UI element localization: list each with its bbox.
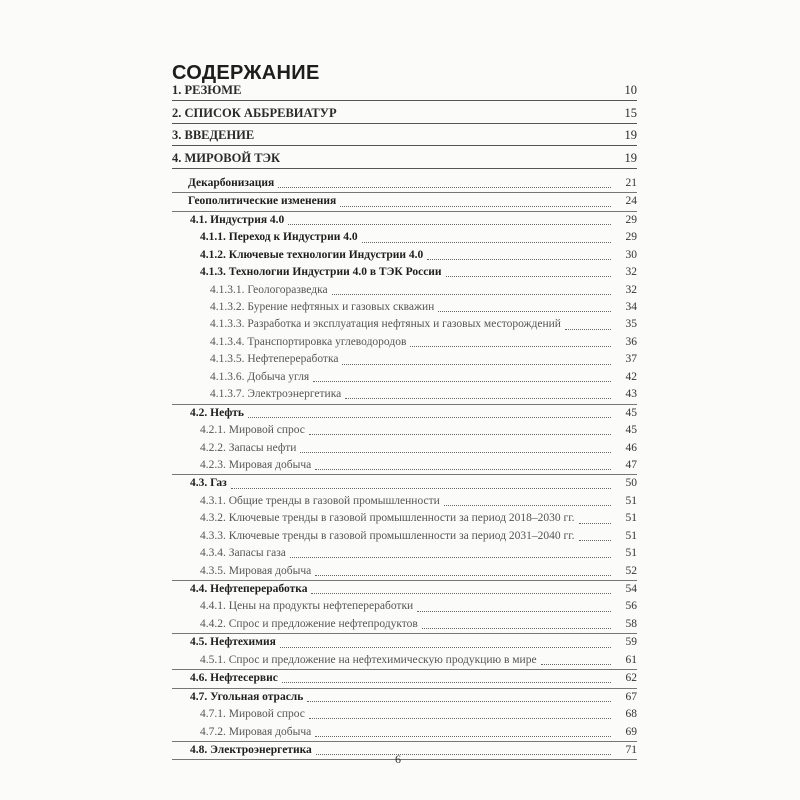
toc-entry-label: 4.3.4. Запасы газа [200, 547, 286, 560]
toc-entry[interactable] [172, 545, 637, 562]
toc-entry-page: 32 [625, 283, 637, 296]
toc-entry[interactable] [172, 422, 637, 439]
toc-entry-label: 4.1.3.4. Транспортировка углеводородов [210, 335, 407, 348]
toc-entry-label: 1. РЕЗЮМЕ [172, 83, 242, 97]
dot-leader [309, 434, 611, 435]
toc-top-entry[interactable] [172, 146, 637, 169]
toc-entry-label: 4.7. Угольная отрасль [190, 690, 304, 703]
toc-entry-page: 58 [625, 617, 637, 630]
toc-entry[interactable] [172, 634, 637, 651]
toc-entry-label: 4.7.1. Мировой спрос [200, 708, 305, 721]
toc-entry-page: 62 [625, 672, 637, 685]
toc-entry-page: 15 [624, 106, 637, 120]
toc-entry-page: 51 [625, 512, 637, 525]
toc-entry-label: 4.2. Нефть [190, 406, 245, 419]
toc-entry-page: 29 [625, 213, 637, 226]
dot-leader [332, 294, 611, 295]
dot-leader [313, 381, 611, 382]
toc-entry-page: 32 [625, 266, 637, 279]
dot-leader [278, 187, 611, 188]
toc-entry-label: 4.8. Электроэнергетика [190, 743, 312, 756]
dot-leader [579, 523, 611, 524]
toc-entry-label: 4.5. Нефтехимия [190, 636, 276, 649]
dot-leader [280, 647, 611, 648]
toc-entry[interactable] [172, 457, 637, 475]
toc-entry-page: 51 [625, 547, 637, 560]
dot-leader [362, 242, 611, 243]
dot-leader [410, 346, 611, 347]
page-number: 6 [395, 752, 401, 766]
toc-entry-page: 19 [624, 128, 637, 142]
toc-entry-page: 21 [625, 176, 637, 189]
toc-entry-label: 4.3.2. Ключевые тренды в газовой промышленности за период 2018–2030 гг. [200, 512, 575, 525]
toc-list [172, 175, 637, 760]
toc-entry[interactable] [172, 317, 637, 334]
toc-entry[interactable] [172, 689, 637, 706]
toc-entry-page: 59 [625, 636, 637, 649]
toc-entry-page: 68 [625, 708, 637, 721]
toc-entry-page: 67 [625, 690, 637, 703]
toc-entry-page: 29 [625, 231, 637, 244]
dot-leader [446, 276, 611, 277]
dot-leader [288, 224, 611, 225]
toc-entry-page: 10 [624, 83, 637, 97]
toc-entry-label: 4.1.1. Переход к Индустрии 4.0 [200, 231, 358, 244]
toc-entry-label: 4.3.3. Ключевые тренды в газовой промышленности за период 2031–2040 гг. [200, 529, 575, 542]
dot-leader [315, 469, 611, 470]
dot-leader [307, 701, 611, 702]
toc-entry-label: 4.3.5. Мировая добыча [200, 564, 312, 577]
toc-entry-label: 2. СПИСОК АББРЕВИАТУР [172, 106, 337, 120]
toc-entry-page: 52 [625, 564, 637, 577]
toc-entry-label: Геополитические изменения [188, 195, 337, 208]
toc-entry[interactable] [172, 282, 637, 299]
toc-entry[interactable] [172, 299, 637, 316]
dot-leader [231, 488, 611, 489]
dot-leader [345, 398, 611, 399]
toc-entry[interactable] [172, 229, 637, 246]
dot-leader [315, 575, 611, 576]
dot-leader [311, 593, 611, 594]
toc-entry-label: 4.6. Нефтесервис [190, 672, 278, 685]
toc-entry[interactable] [172, 212, 637, 229]
toc-entry[interactable] [172, 247, 637, 264]
dot-leader [444, 505, 611, 506]
dot-leader [340, 206, 611, 207]
toc-entry-page: 61 [625, 653, 637, 666]
toc-entry[interactable] [172, 724, 637, 742]
toc-entry-label: 4.3. Газ [190, 477, 227, 490]
toc-entry-page: 19 [624, 151, 637, 165]
toc-entry-page: 43 [625, 388, 637, 401]
toc-entry-page: 35 [625, 318, 637, 331]
toc-entry-page: 45 [625, 406, 637, 419]
page-title: СОДЕРЖАНИЕ [172, 62, 320, 84]
toc-entry[interactable] [172, 742, 637, 760]
toc-entry-page: 69 [625, 725, 637, 738]
toc-entry-page: 47 [625, 458, 637, 471]
toc-entry[interactable] [172, 193, 637, 211]
toc-entry-label: 4.1.3.1. Геологоразведка [210, 283, 328, 296]
toc-entry[interactable] [172, 175, 637, 193]
dot-leader [438, 311, 611, 312]
toc-top-entry[interactable] [172, 123, 637, 146]
toc-entry[interactable] [172, 386, 637, 404]
toc-entry[interactable] [172, 351, 637, 368]
toc-entry-page: 51 [625, 494, 637, 507]
toc-entry-page: 50 [625, 477, 637, 490]
toc-entry-label: 4. МИРОВОЙ ТЭК [172, 151, 281, 165]
dot-leader [315, 736, 611, 737]
toc-entry-label: 4.5.1. Спрос и предложение на нефтехимическую продукцию в мире [200, 653, 537, 666]
toc-entry-label: 4.1.2. Ключевые технологии Индустрии 4.0 [200, 248, 424, 261]
toc-entry[interactable] [172, 706, 637, 723]
toc-entry-label: 4.7.2. Мировая добыча [200, 725, 312, 738]
toc-top-entry[interactable] [172, 101, 637, 124]
dot-leader [290, 557, 611, 558]
toc-entry-label: 4.1.3.3. Разработка и эксплуатация нефтяных и газовых месторождений [210, 318, 561, 331]
toc-entry-page: 46 [625, 441, 637, 454]
toc-entry[interactable] [172, 440, 637, 457]
toc-entry-label: 4.2.2. Запасы нефти [200, 441, 297, 454]
dot-leader [282, 682, 611, 683]
toc-entry[interactable] [172, 599, 637, 616]
dot-leader [579, 540, 611, 541]
toc-entry-label: 4.2.1. Мировой спрос [200, 424, 305, 437]
toc-entry-label: Декарбонизация [188, 176, 275, 189]
dot-leader [427, 259, 611, 260]
toc-entry-label: 4.1.3.5. Нефтепереработка [210, 353, 339, 366]
dot-leader [422, 628, 611, 629]
toc-entry-label: 4.4.1. Цены на продукты нефтепереработки [200, 600, 414, 613]
dot-leader [565, 329, 611, 330]
toc-entry[interactable] [172, 369, 637, 386]
dot-leader [342, 364, 611, 365]
toc-entry-page: 71 [625, 743, 637, 756]
toc-entry-label: 4.3.1. Общие тренды в газовой промышленности [200, 494, 440, 507]
toc-entry-page: 56 [625, 600, 637, 613]
toc-entry-label: 4.1.3.2. Бурение нефтяных и газовых скважин [210, 301, 435, 314]
dot-leader [309, 718, 611, 719]
toc-entry-label: 4.4. Нефтепереработка [190, 583, 308, 596]
dot-leader [248, 417, 611, 418]
toc-entry-page: 42 [625, 370, 637, 383]
toc-entry-page: 34 [625, 301, 637, 314]
toc-entry-label: 3. ВВЕДЕНИЕ [172, 128, 255, 142]
dot-leader [541, 664, 611, 665]
toc-entry-label: 4.1. Индустрия 4.0 [190, 213, 285, 226]
toc-entry[interactable] [172, 264, 637, 281]
dot-leader [316, 754, 611, 755]
toc-entry-page: 30 [625, 248, 637, 261]
toc-entry-page: 36 [625, 335, 637, 348]
toc-entry-page: 51 [625, 529, 637, 542]
toc-entry-page: 24 [625, 195, 637, 208]
toc-entry[interactable] [172, 616, 637, 634]
toc-entry[interactable] [172, 670, 637, 688]
dot-leader [300, 452, 611, 453]
toc-entry-label: 4.1.3.6. Добыча угля [210, 370, 310, 383]
toc-entry[interactable] [172, 405, 637, 422]
toc-entry[interactable] [172, 563, 637, 581]
toc-entry-label: 4.1.3.7. Электроэнергетика [210, 388, 342, 401]
toc-entry[interactable] [172, 652, 637, 670]
toc-entry[interactable] [172, 581, 637, 598]
toc-entry-page: 54 [625, 583, 637, 596]
toc-entry[interactable] [172, 510, 637, 527]
toc-entry[interactable] [172, 528, 637, 545]
toc-entry[interactable] [172, 493, 637, 510]
toc-entry-label: 4.4.2. Спрос и предложение нефтепродуктов [200, 617, 418, 630]
toc-entry-label: 4.2.3. Мировая добыча [200, 458, 312, 471]
dot-leader [417, 611, 611, 612]
toc-entry[interactable] [172, 475, 637, 492]
toc-entry-label: 4.1.3. Технологии Индустрии 4.0 в ТЭК России [200, 266, 442, 279]
toc-entry[interactable] [172, 334, 637, 351]
toc-top-entry[interactable] [172, 78, 637, 101]
toc-entry-page: 45 [625, 424, 637, 437]
toc-entry-page: 37 [625, 353, 637, 366]
